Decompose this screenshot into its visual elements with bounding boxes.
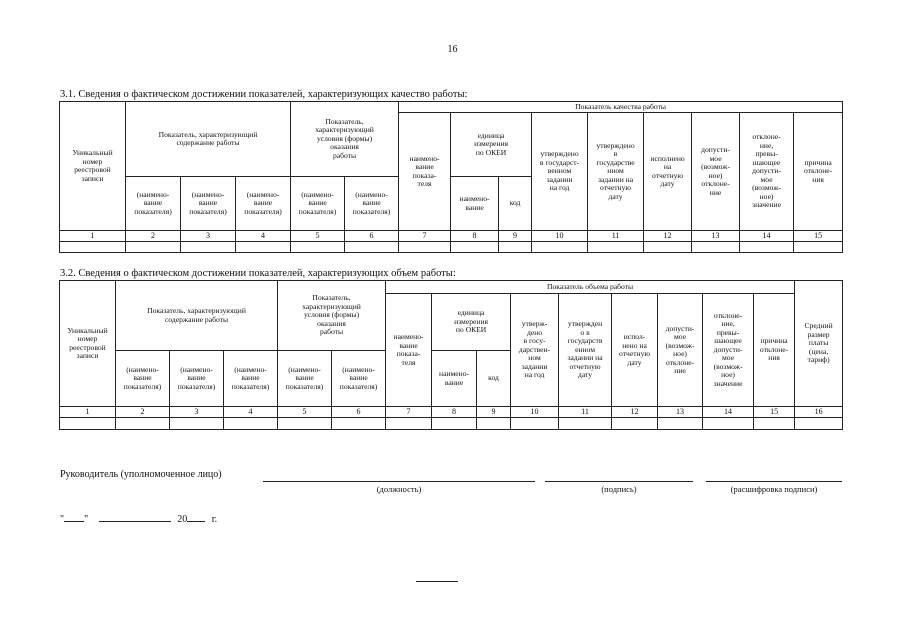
column-number: 8	[432, 407, 477, 418]
subheader-indicator-name: (наимено- вание показателя)	[291, 177, 345, 231]
column-number: 12	[612, 407, 658, 418]
header-unit: единица измерения по ОКЕИ	[451, 113, 532, 177]
quality-indicators-table	[59, 101, 843, 253]
table-cell[interactable]	[612, 418, 658, 430]
header-deviation-reason: причина отклоне- ния	[754, 294, 795, 407]
date-quote-close: "	[84, 514, 89, 525]
table-cell[interactable]	[740, 242, 794, 253]
header-executed: исполнено на отчетную дату	[644, 113, 692, 231]
table-cell[interactable]	[432, 418, 477, 430]
column-number: 2	[126, 231, 181, 242]
header-approved-year: утверж- дено в госу- дарствен- ном задании на год	[511, 294, 559, 407]
table-cell[interactable]	[60, 418, 116, 430]
column-number: 1	[60, 407, 116, 418]
table-cell[interactable]	[345, 242, 399, 253]
table-cell[interactable]	[532, 242, 588, 253]
header-exceeding-deviation: отклоне- ние, превы- шающее допусти- мое (возмож- ное) значение	[703, 294, 754, 407]
header-executed: испол- нено на отчетную дату	[612, 294, 658, 407]
column-number: 4	[224, 407, 278, 418]
column-number: 9	[499, 231, 532, 242]
header-exceeding-deviation: отклоне- ние, превы- шающее допусти- мое (возмож- ное) значение	[740, 113, 794, 231]
column-number: 7	[399, 231, 451, 242]
date-line	[60, 514, 217, 525]
end-divider	[416, 581, 458, 582]
header-work-content: Показатель, характеризующий содержание работы	[116, 281, 278, 351]
header-volume-indicator-group: Показатель объема работы	[386, 281, 795, 294]
header-work-content: Показатель, характеризующий содержание работы	[126, 102, 291, 177]
column-number: 10	[511, 407, 559, 418]
column-number: 10	[532, 231, 588, 242]
table-row	[60, 242, 843, 253]
header-record-id: Уникальный номер реестровой записи	[60, 102, 126, 231]
date-month-field[interactable]	[99, 521, 171, 522]
table-cell[interactable]	[291, 242, 345, 253]
header-approved-date: утвержден о в государств енном задании на отчетную дату	[559, 294, 612, 407]
signature-line[interactable]	[545, 481, 693, 482]
header-record-id: Уникальный номер реестровой записи	[60, 281, 116, 407]
header-indicator-name: наимено- вание показа- теля	[399, 113, 451, 231]
table-cell[interactable]	[559, 418, 612, 430]
subheader-indicator-name: (наимено- вание показателя)	[345, 177, 399, 231]
table-cell[interactable]	[692, 242, 740, 253]
header-unit-code: код	[499, 177, 532, 231]
header-allowed-deviation: допусти- мое (возмож- ное) отклоне- ние	[692, 113, 740, 231]
header-unit-code: код	[477, 351, 511, 407]
header-deviation-reason: причина отклоне- ния	[794, 113, 843, 231]
table-cell[interactable]	[644, 242, 692, 253]
table-cell[interactable]	[126, 242, 181, 253]
header-quality-indicator-group: Показатель качества работы	[399, 102, 843, 113]
column-number: 14	[703, 407, 754, 418]
table-cell[interactable]	[278, 418, 332, 430]
header-work-conditions: Показатель, характеризующий условия (формы) оказания работы	[291, 102, 399, 177]
column-number: 13	[658, 407, 703, 418]
column-number: 14	[740, 231, 794, 242]
table-cell[interactable]	[236, 242, 291, 253]
table-cell[interactable]	[794, 242, 843, 253]
subheader-indicator-name: (наимено- вание показателя)	[236, 177, 291, 231]
head-label: Руководитель (уполномоченное лицо)	[60, 469, 222, 480]
column-number: 4	[236, 231, 291, 242]
table-cell[interactable]	[451, 242, 499, 253]
table-cell[interactable]	[181, 242, 236, 253]
header-allowed-deviation: допусти- мое (возмож- ное) отклоне- ние	[658, 294, 703, 407]
date-year-suffix: г.	[211, 514, 218, 525]
header-unit-name: наимено- вание	[432, 351, 477, 407]
table-cell[interactable]	[399, 242, 451, 253]
subheader-indicator-name: (наимено- вание показателя)	[332, 351, 386, 407]
page-number: 16	[447, 44, 458, 55]
section-1-title: 3.1. Сведения о фактическом достижении показателей, характеризующих качество работы:	[60, 89, 468, 100]
column-number: 3	[170, 407, 224, 418]
subheader-indicator-name: (наимено- вание показателя)	[224, 351, 278, 407]
column-number: 2	[116, 407, 170, 418]
subheader-indicator-name: (наимено- вание показателя)	[181, 177, 236, 231]
decoding-caption: (расшифровка подписи)	[730, 484, 818, 494]
header-indicator-name: наимено- вание показа- теля	[386, 294, 432, 407]
table-cell[interactable]	[511, 418, 559, 430]
column-number: 7	[386, 407, 432, 418]
column-number: 15	[794, 231, 843, 242]
column-number: 5	[278, 407, 332, 418]
column-number: 13	[692, 231, 740, 242]
table-cell[interactable]	[588, 242, 644, 253]
header-approved-year: утверждено в государст- венном задании на год	[532, 113, 588, 231]
subheader-indicator-name: (наимено- вание показателя)	[116, 351, 170, 407]
column-number: 6	[345, 231, 399, 242]
date-day-field[interactable]	[64, 521, 84, 522]
table-cell[interactable]	[499, 242, 532, 253]
header-average-price: Средний размер платы (цена, тариф)	[795, 281, 843, 407]
column-number: 3	[181, 231, 236, 242]
subheader-indicator-name: (наимено- вание показателя)	[126, 177, 181, 231]
column-number: 1	[60, 231, 126, 242]
column-number: 9	[477, 407, 511, 418]
volume-indicators-table	[59, 280, 843, 430]
column-number: 6	[332, 407, 386, 418]
column-number: 8	[451, 231, 499, 242]
position-line[interactable]	[263, 481, 535, 482]
table-cell[interactable]	[170, 418, 224, 430]
subheader-indicator-name: (наимено- вание показателя)	[278, 351, 332, 407]
table-cell[interactable]	[658, 418, 703, 430]
table-cell[interactable]	[332, 418, 386, 430]
column-number: 12	[644, 231, 692, 242]
table-cell[interactable]	[386, 418, 432, 430]
section-2-title: 3.2. Сведения о фактическом достижении показателей, характеризующих объем работы:	[60, 268, 456, 279]
column-number: 15	[754, 407, 795, 418]
column-number: 11	[559, 407, 612, 418]
decoding-line[interactable]	[706, 481, 842, 482]
table-cell[interactable]	[224, 418, 278, 430]
header-unit: единица измерения по ОКЕИ	[432, 294, 511, 351]
table-cell[interactable]	[116, 418, 170, 430]
subheader-indicator-name: (наимено- вание показателя)	[170, 351, 224, 407]
date-year-field[interactable]	[187, 521, 205, 522]
table-cell[interactable]	[60, 242, 126, 253]
date-year-prefix: 20	[177, 514, 188, 525]
column-number: 5	[291, 231, 345, 242]
signature-caption: (подпись)	[601, 484, 637, 494]
position-caption: (должность)	[376, 484, 422, 494]
table-row	[60, 418, 843, 430]
table-cell[interactable]	[795, 418, 843, 430]
header-work-conditions: Показатель, характеризующий условия (формы) оказания работы	[278, 281, 386, 351]
column-number: 11	[588, 231, 644, 242]
header-unit-name: наимено- вание	[451, 177, 499, 231]
table-cell[interactable]	[703, 418, 754, 430]
header-approved-date: утверждено в государстве нном задании на отчетную дату	[588, 113, 644, 231]
column-number: 16	[795, 407, 843, 418]
table-cell[interactable]	[754, 418, 795, 430]
table-cell[interactable]	[477, 418, 511, 430]
date-quote-open: "	[60, 514, 65, 525]
